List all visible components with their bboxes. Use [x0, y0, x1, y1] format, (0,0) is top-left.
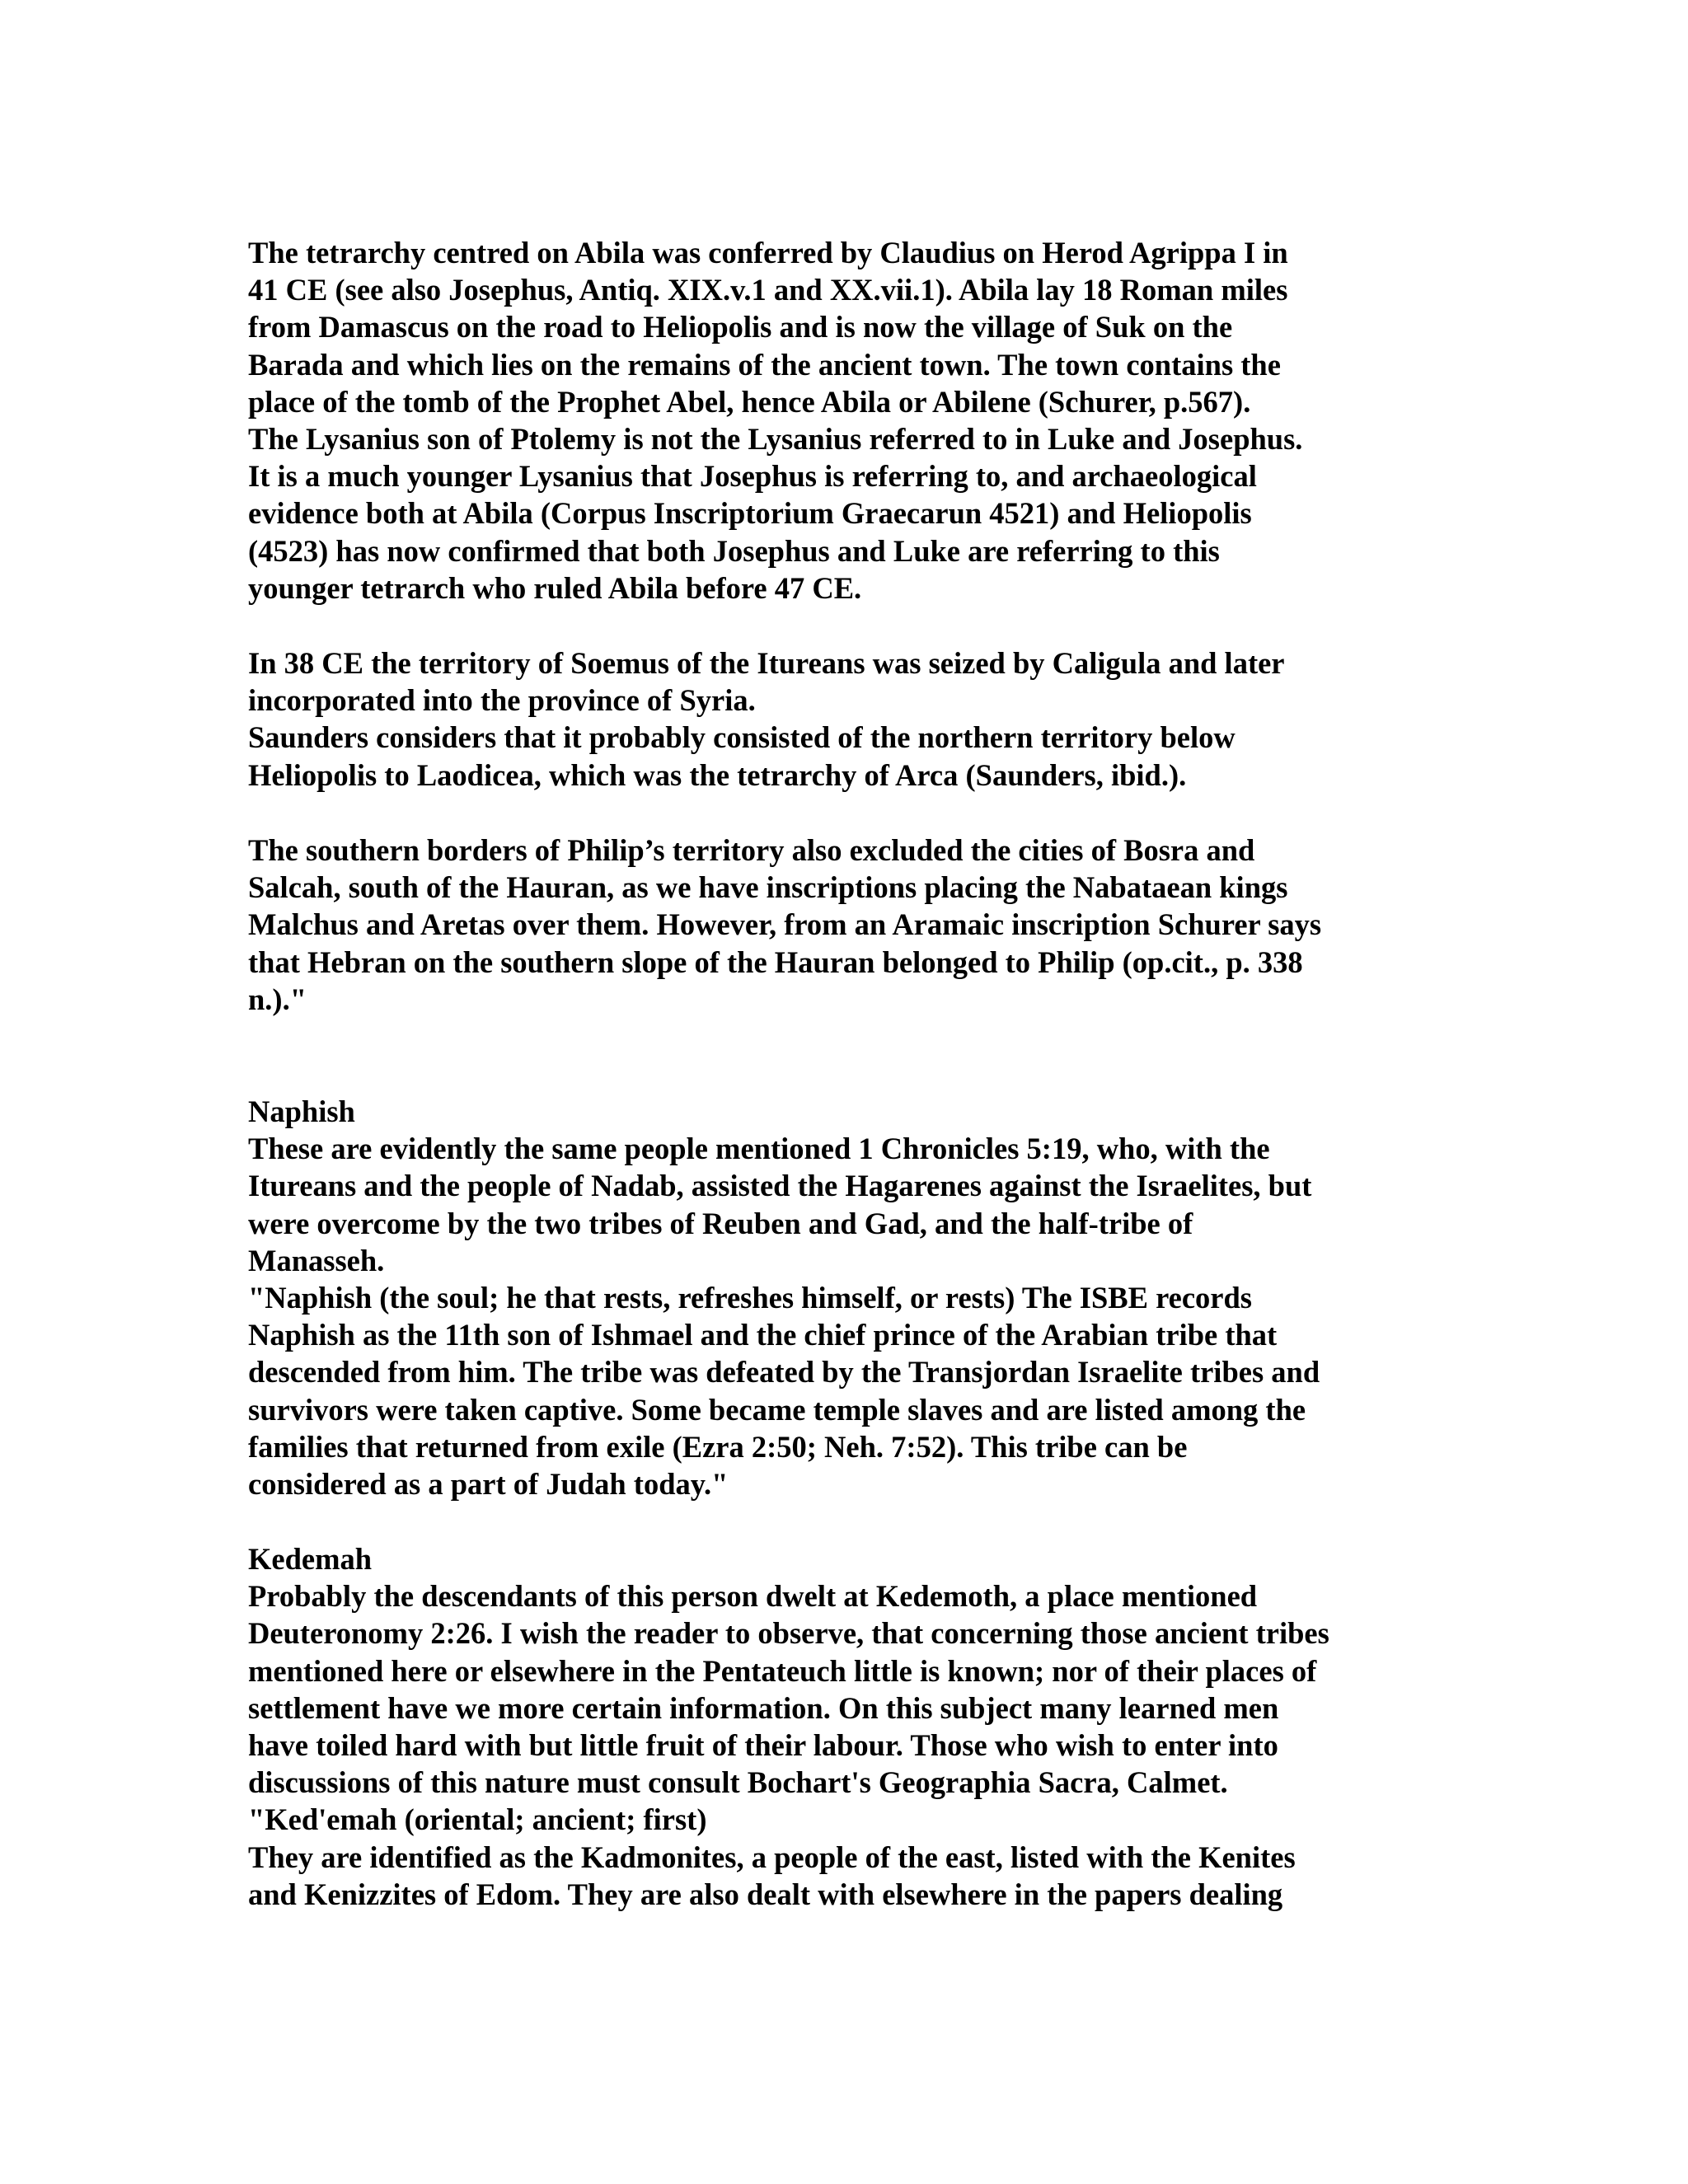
section-naphish — [248, 1093, 1451, 1502]
text-line: incorporated into the province of Syria. — [248, 683, 756, 718]
text-line: mentioned here or elsewhere in the Pentateuch little is known; nor of their places of — [248, 1653, 1317, 1688]
text-line: and Kenizzites of Edom. They are also dealt with elsewhere in the papers dealing — [248, 1877, 1283, 1912]
text-line: have toiled hard with but little fruit of their labour. Those who wish to enter into — [248, 1727, 1278, 1762]
text-line: Deuteronomy 2:26. I wish the reader to observe, that concerning those ancient tribes — [248, 1616, 1329, 1651]
text-line: Naphish as the 11th son of Ishmael and the chief prince of the Arabian tribe that — [248, 1318, 1278, 1352]
paragraph-kadmonites — [248, 1839, 1451, 1913]
text-line: Saunders considers that it probably consisted of the northern territory below — [248, 720, 1236, 755]
section-heading: Kedemah — [248, 1542, 373, 1576]
paragraph-soemus — [248, 644, 1451, 794]
text-line: place of the tomb of the Prophet Abel, hence Abila or Abilene (Schurer, p.567). — [248, 384, 1251, 419]
section-kedemah — [248, 1540, 1451, 1839]
text-line: Salcah, south of the Hauran, as we have inscriptions placing the Nabataean kings — [248, 870, 1288, 905]
text-line: Manasseh. — [248, 1243, 385, 1277]
text-line: "Naphish (the soul; he that rests, refreshes himself, or rests) The ISBE records — [248, 1280, 1253, 1315]
text-line: from Damascus on the road to Heliopolis and is now the village of Suk on the — [248, 310, 1233, 344]
text-line: The Lysanius son of Ptolemy is not the Lysanius referred to in Luke and Josephus. — [248, 421, 1303, 456]
text-line: It is a much younger Lysanius that Josephus is referring to, and archaeological — [248, 459, 1257, 494]
text-line: survivors were taken captive. Some became temple slaves and are listed among the — [248, 1392, 1306, 1427]
text-line: Heliopolis to Laodicea, which was the tetrarchy of Arca (Saunders, ibid.). — [248, 757, 1187, 792]
text-line: Barada and which lies on the remains of the ancient town. The town contains the — [248, 347, 1281, 382]
text-line: settlement have we more certain information. On this subject many learned men — [248, 1690, 1279, 1725]
text-line: younger tetrarch who ruled Abila before 47 CE. — [248, 570, 862, 605]
text-line: These are evidently the same people mentioned 1 Chronicles 5:19, who, with the — [248, 1132, 1270, 1166]
text-line: descended from him. The tribe was defeated by the Transjordan Israelite tribes and — [248, 1355, 1320, 1390]
text-line: evidence both at Abila (Corpus Inscriptorium Graecarun 4521) and Heliopolis — [248, 496, 1252, 531]
text-line: The tetrarchy centred on Abila was conferred by Claudius on Herod Agrippa I in — [248, 236, 1288, 269]
paragraph-abila — [248, 234, 1451, 607]
text-line: considered as a part of Judah today." — [248, 1466, 729, 1501]
text-line: Malchus and Aretas over them. However, from an Aramaic inscription Schurer says — [248, 907, 1322, 942]
text-line: Probably the descendants of this person dwelt at Kedemoth, a place mentioned — [248, 1579, 1258, 1614]
text-line: Itureans and the people of Nadab, assisted the Hagarenes against the Israelites, but — [248, 1169, 1312, 1203]
section-heading: Naphish — [248, 1094, 355, 1128]
text-line: They are identified as the Kadmonites, a people of the east, listed with the Kenites — [248, 1840, 1296, 1874]
text-line: 41 CE (see also Josephus, Antiq. XIX.v.1 and XX.vii.1). Abila lay 18 Roman miles — [248, 273, 1288, 307]
text-line: n.)." — [248, 982, 307, 1016]
text-line: were overcome by the two tribes of Reuben and Gad, and the half-tribe of — [248, 1206, 1193, 1240]
text-line: (4523) has now confirmed that both Josephus and Luke are referring to this — [248, 533, 1220, 568]
text-line: The southern borders of Philip’s territory also excluded the cities of Bosra and — [248, 833, 1255, 867]
text-line: In 38 CE the territory of Soemus of the Itureans was seized by Caligula and later — [248, 646, 1285, 680]
text-line: that Hebran on the southern slope of the Hauran belonged to Philip (op.cit., p. 338 — [248, 944, 1303, 979]
text-line: "Ked'emah (oriental; ancient; first) — [248, 1802, 707, 1837]
text-line: families that returned from exile (Ezra 2:50; Neh. 7:52). This tribe can be — [248, 1429, 1188, 1464]
paragraph-philip — [248, 832, 1451, 1018]
text-line: discussions of this nature must consult Bochart's Geographia Sacra, Calmet. — [248, 1765, 1228, 1800]
